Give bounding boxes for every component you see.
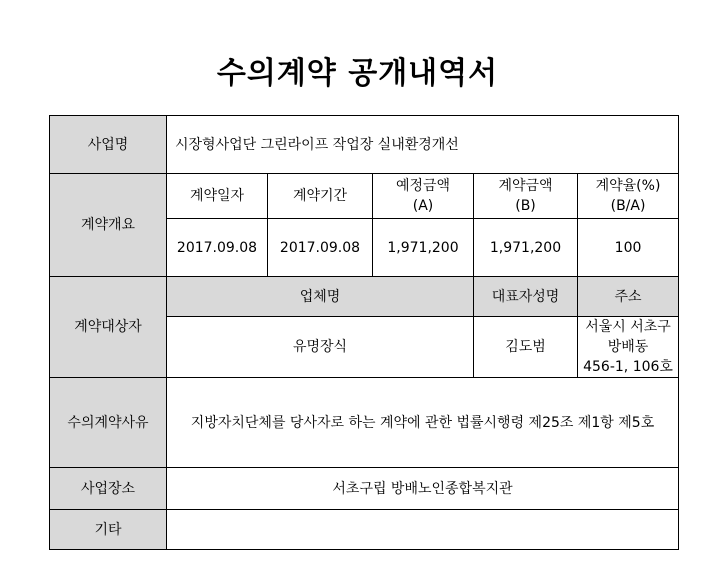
location-value: 서초구립 방배노인종합복지관	[167, 468, 679, 510]
contract-disclosure-table	[49, 115, 679, 550]
project-name-label: 사업명	[50, 116, 167, 174]
row-project-name	[50, 116, 679, 174]
row-contractor-header	[50, 277, 679, 317]
estimated-amount-header-line2: (A)	[412, 198, 434, 214]
address-header: 주소	[578, 277, 679, 317]
etc-label: 기타	[50, 510, 167, 550]
contract-period-value: 2017.09.08	[268, 219, 373, 277]
row-contract-summary-header	[50, 174, 679, 219]
estimated-amount-value: 1,971,200	[373, 219, 474, 277]
reason-value: 지방자치단체를 당사자로 하는 계약에 관한 법률시행령 제25조 제1항 제5호	[167, 378, 679, 468]
contract-period-header: 계약기간	[268, 174, 373, 219]
address-value-line1: 서울시 서초구 방배동	[585, 319, 671, 355]
etc-value	[167, 510, 679, 550]
company-name-value: 유명장식	[167, 317, 474, 378]
contractor-label: 계약대상자	[50, 277, 167, 378]
address-value-line2: 456-1, 106호	[583, 359, 673, 375]
location-label: 사업장소	[50, 468, 167, 510]
estimated-amount-header-line1: 예정금액	[395, 178, 451, 194]
row-etc	[50, 510, 679, 550]
contract-summary-label: 계약개요	[50, 174, 167, 277]
contract-amount-header	[474, 174, 578, 219]
contract-date-value: 2017.09.08	[167, 219, 268, 277]
contract-rate-header	[578, 174, 679, 219]
contract-rate-header-line1: 계약율(%)	[595, 178, 661, 194]
address-value	[578, 317, 679, 378]
project-name-value: 시장형사업단 그린라이프 작업장 실내환경개선	[167, 116, 679, 174]
contract-amount-header-line1: 계약금액	[498, 178, 553, 194]
reason-label: 수의계약사유	[50, 378, 167, 468]
contract-amount-value: 1,971,200	[474, 219, 578, 277]
row-location	[50, 468, 679, 510]
row-reason	[50, 378, 679, 468]
representative-header: 대표자성명	[474, 277, 578, 317]
representative-value: 김도범	[474, 317, 578, 378]
contract-amount-header-line2: (B)	[515, 198, 536, 214]
contract-rate-header-line2: (B/A)	[610, 198, 646, 214]
estimated-amount-header	[373, 174, 474, 219]
company-name-header: 업체명	[167, 277, 474, 317]
contract-date-header: 계약일자	[167, 174, 268, 219]
contract-rate-value: 100	[578, 219, 679, 277]
document-title: 수의계약 공개내역서	[216, 56, 499, 91]
